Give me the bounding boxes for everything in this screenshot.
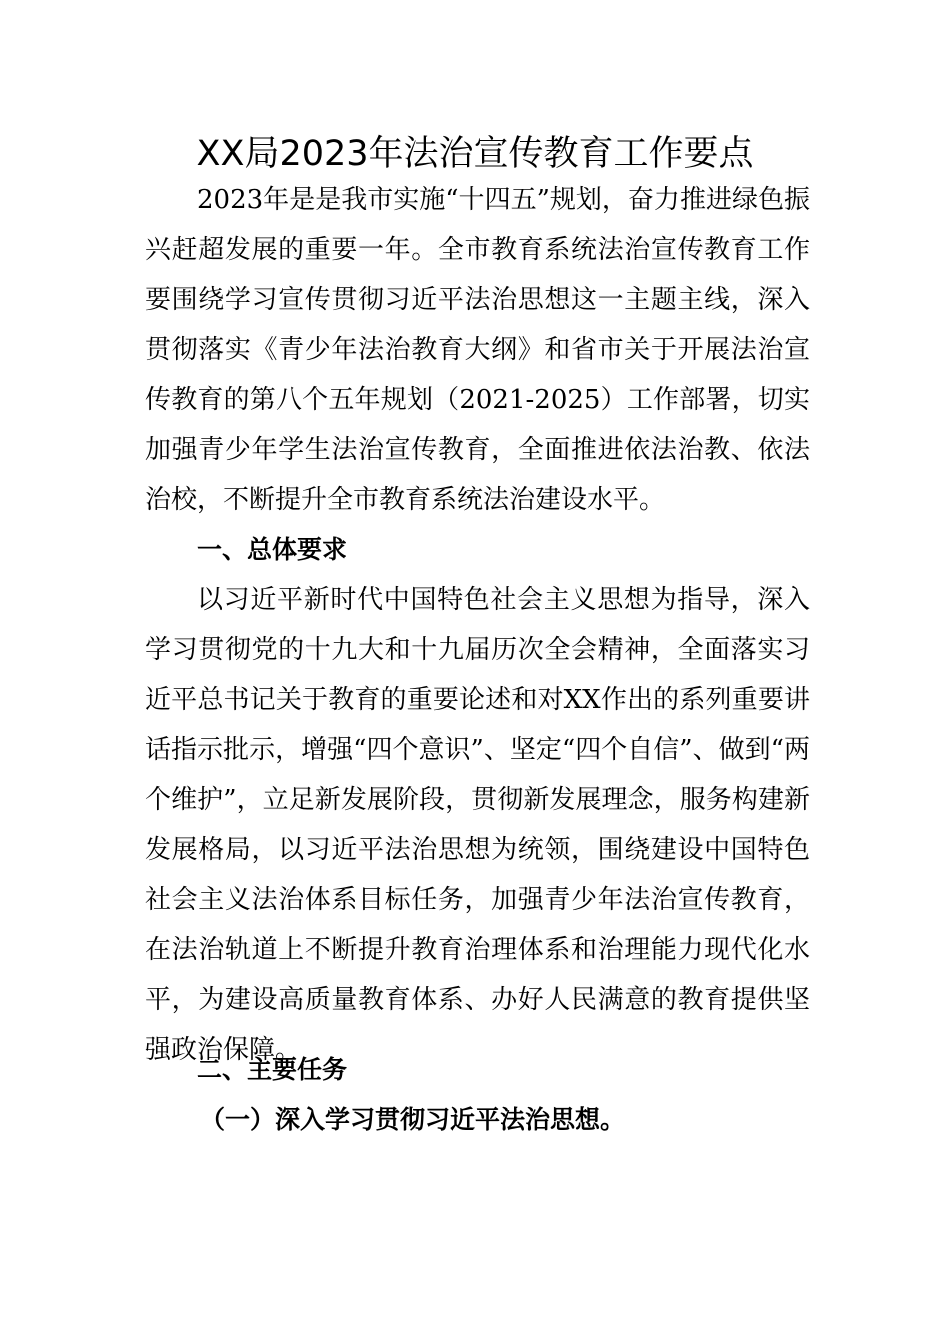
document-title: XX局2023年法治宣传教育工作要点 [196,134,754,174]
general-requirements-paragraph: 以习近平新时代中国特色社会主义思想为指导，深入学习贯彻党的十九大和十九届历次全会精神，全面落实习近平总书记关于教育的重要论述和对XX作出的系列重要讲话指示批示，增强“四个意识”、坚定“四个自信”、做到“两个维护”，立足新发展阶段，贯彻新发展理念，服务构建新发展格局，以习近平法治思想为统领，围绕建设中国特色社会主义法治体系目标任务，加强青少年法治宣传教育，在法治轨道上不断提升教育治理体系和治理能力现代化水平，为建设高质量教育体系、办好人民满意的教育提供坚强政治保障。 [145,585,810,1065]
intro-paragraph: 2023年是是我市实施“十四五”规划，奋力推进绿色振兴赶超发展的重要一年。全市教育系统法治宣传教育工作要围绕学习宣传贯彻习近平法治思想这一主题主线，深入贯彻落实《青少年法治教育大纲》和省市关于开展法治宣传教育的第八个五年规划（2021-2025）工作部署，切实加强青少年学生法治宣传教育，全面推进依法治教、依法治校，不断提升全市教育系统法治建设水平。 [145,185,810,515]
section-heading-main-tasks: 二、主要任务 [197,1055,348,1084]
subsection-heading-1: （一）深入学习贯彻习近平法治思想。 [200,1105,626,1134]
section-heading-general-requirements: 一、总体要求 [197,535,348,564]
